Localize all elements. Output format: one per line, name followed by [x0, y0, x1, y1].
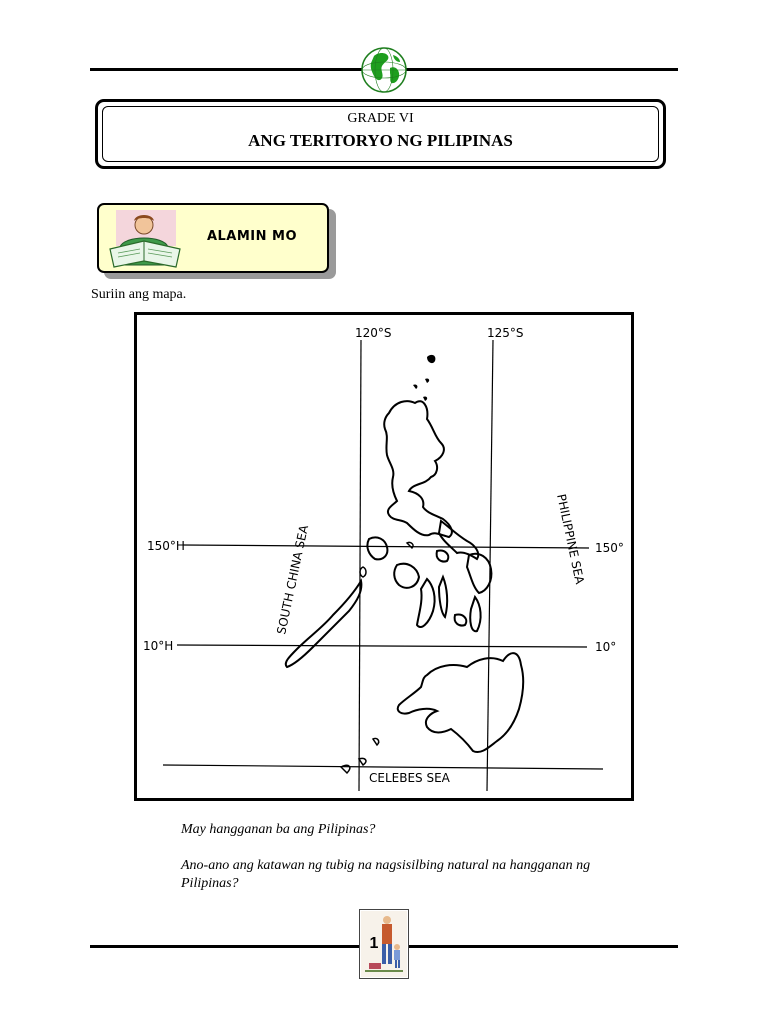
island-palawan	[286, 581, 362, 667]
island-babuyan-1	[413, 384, 417, 389]
sea-label-south-china: SOUTH CHINA SEA	[274, 523, 312, 636]
latitude-line-10	[177, 645, 587, 647]
island-mindanao	[398, 653, 523, 752]
latitude-label-right-10: 10°	[595, 640, 617, 654]
section-label: ALAMIN MO	[206, 229, 298, 244]
philippines-map	[137, 315, 631, 798]
island-sulu-1	[373, 738, 379, 745]
island-panay	[394, 564, 419, 588]
longitude-label-120: 120°S	[355, 326, 392, 340]
latitude-label-left-15: 150°H	[147, 539, 185, 553]
island-palawan-tip	[360, 567, 366, 577]
island-bohol	[455, 615, 467, 626]
island-samar	[467, 554, 491, 593]
island-masbate	[437, 551, 449, 562]
latitude-label-left-10: 10°H	[143, 639, 174, 653]
student-reading-icon	[104, 207, 186, 269]
longitude-line-120	[359, 340, 361, 791]
island-leyte	[470, 597, 480, 631]
sea-label-celebes: CELEBES SEA	[369, 771, 450, 785]
grade-label: GRADE VI	[347, 111, 414, 126]
island-negros	[417, 579, 435, 627]
island-mindoro	[367, 537, 387, 559]
island-babuyan-3	[423, 396, 427, 401]
island-batanes	[427, 355, 435, 363]
island-cebu	[439, 577, 447, 617]
page-number: 1	[369, 935, 379, 952]
globe-icon	[360, 46, 408, 94]
island-luzon	[384, 401, 452, 537]
instruction-text: Suriin ang mapa.	[91, 287, 187, 302]
island-babuyan-2	[425, 378, 429, 383]
latitude-line-5	[163, 765, 603, 769]
question-2: Ano-ano ang katawan ng tubig na nagsisilbing natural na hangganan ng Pilipinas?	[181, 858, 591, 891]
question-1: May hangganan ba ang Pilipinas?	[181, 822, 376, 837]
longitude-label-125: 125°S	[487, 326, 524, 340]
page-title: ANG TERITORYO NG PILIPINAS	[248, 131, 513, 150]
island-sulu-2	[359, 758, 366, 765]
sea-label-philippine: PHILIPPINE SEA	[554, 492, 587, 586]
latitude-label-right-15: 150°	[595, 541, 624, 555]
